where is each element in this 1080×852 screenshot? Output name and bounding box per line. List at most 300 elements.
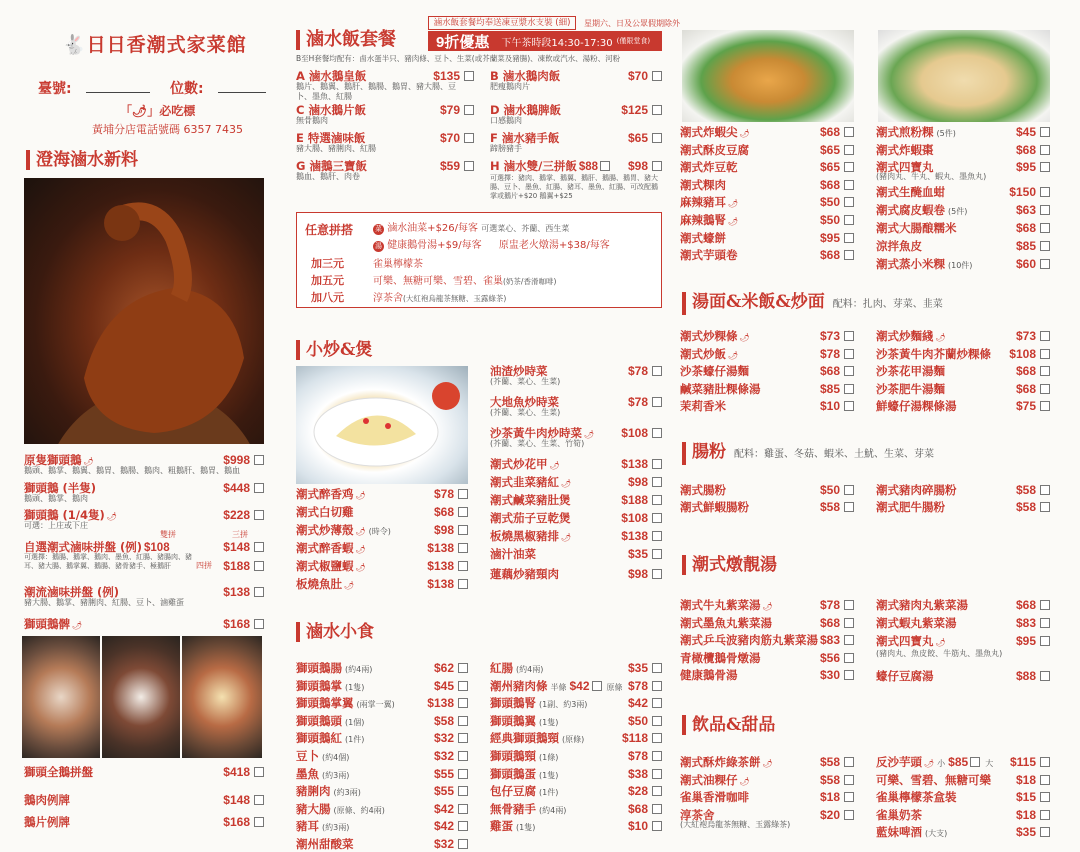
menu-item[interactable] (876, 597, 1050, 613)
menu-item-checkbox-double[interactable] (600, 161, 610, 171)
menu-item[interactable] (296, 783, 468, 801)
menu-item-checkbox[interactable] (254, 510, 264, 520)
menu-item[interactable] (490, 783, 662, 801)
menu-item[interactable] (490, 456, 662, 474)
menu-item[interactable] (296, 504, 468, 520)
menu-item-checkbox[interactable] (1040, 401, 1050, 411)
menu-item-checkbox-alt[interactable] (592, 681, 602, 691)
menu-item-name: 潮式豬肉碎腸粉 (876, 483, 957, 497)
menu-item-checkbox[interactable] (458, 489, 468, 499)
menu-item-price: $18 (819, 790, 840, 805)
menu-item-checkbox[interactable] (844, 653, 854, 663)
menu-item[interactable] (296, 766, 468, 784)
menu-item-price: $98 (627, 475, 648, 489)
menu-item[interactable] (296, 522, 468, 540)
menu-item-name: B 滷水鵝肉飯 (490, 69, 561, 83)
menu-item-checkbox[interactable] (652, 366, 662, 376)
menu-item-name: 潮式大腸酿糯米 (876, 221, 957, 235)
menu-item-checkbox[interactable] (652, 663, 662, 673)
menu-item[interactable] (24, 814, 264, 830)
menu-item[interactable] (680, 482, 854, 498)
menu-item-name: 獅頭鵝掌 (296, 678, 342, 693)
menu-item-checkbox[interactable] (844, 384, 854, 394)
menu-item-checkbox[interactable] (458, 698, 468, 708)
menu-item-name: 獅頭全鵝拼盤 (24, 765, 93, 779)
menu-item[interactable] (680, 230, 854, 246)
menu-item[interactable] (876, 220, 1050, 236)
menu-item-checkbox[interactable] (844, 502, 854, 512)
triple-tag: 三拼 (232, 530, 248, 539)
chili-icon: 🌶 (355, 563, 366, 572)
menu-item[interactable] (876, 346, 1050, 362)
combo-badge-2: 湯 (375, 242, 382, 250)
menu-item-name: 獅頭鵝髀 (24, 617, 70, 631)
chili-icon: 🌶 (739, 776, 750, 786)
menu-item-checkbox[interactable] (1040, 827, 1050, 837)
menu-item-checkbox[interactable] (652, 733, 662, 743)
menu-item-checkbox[interactable] (652, 769, 662, 779)
menu-item[interactable] (680, 398, 854, 414)
menu-item-name: 獅頭鵝 (1/4隻) (24, 508, 105, 522)
menu-item-price: $85 (1015, 239, 1036, 253)
menu-item[interactable] (490, 695, 662, 713)
menu-item-detail: 豬大腸、豬脷肉、紅腸 (296, 144, 376, 153)
menu-item-checkbox[interactable] (652, 397, 662, 407)
menu-item[interactable] (876, 772, 1050, 788)
branch-phone: 黃埔分店電話號碼 6357 7435 (92, 123, 243, 136)
menu-item-checkbox[interactable] (458, 839, 468, 849)
menu-item-checkbox[interactable] (464, 105, 474, 115)
menu-item-checkbox[interactable] (1040, 241, 1050, 251)
menu-item[interactable] (24, 616, 264, 634)
menu-item-checkbox[interactable] (1040, 636, 1050, 646)
menu-item[interactable] (876, 482, 1050, 498)
menu-item[interactable] (876, 256, 1050, 274)
menu-item-checkbox[interactable] (458, 769, 468, 779)
menu-item[interactable] (490, 510, 662, 526)
menu-item-price: $75 (1015, 399, 1036, 413)
menu-item-checkbox[interactable] (844, 775, 854, 785)
menu-item-detail: (芥蘭、菜心、生菜、竹筍) (490, 439, 585, 448)
menu-item[interactable] (680, 212, 854, 230)
seats-field[interactable] (218, 92, 266, 93)
menu-item[interactable] (876, 754, 1050, 772)
menu-item-price: $148 (223, 793, 250, 807)
menu-item[interactable] (680, 328, 854, 346)
menu-item-checkbox[interactable] (1040, 384, 1050, 394)
menu-item-checkbox[interactable] (254, 455, 264, 465)
menu-item-price: $138 (427, 541, 454, 555)
menu-item-name: 雀巢香滑咖啡 (680, 790, 749, 805)
menu-item-price: $150 (1009, 185, 1036, 199)
menu-item-name: 豬大腸 (296, 801, 331, 816)
menu-item-note: (原條、約4兩) (333, 805, 385, 815)
menu-item-checkbox[interactable] (844, 145, 854, 155)
add8-item: 淳茶舍(大紅袍烏龍茶無糖、玉露綠茶) (373, 293, 507, 304)
menu-item[interactable] (296, 576, 468, 594)
brand-logo: 🐇日日香潮式家菜館 (62, 34, 247, 56)
menu-item-note: (10件) (948, 261, 973, 270)
menu-item-checkbox[interactable] (458, 525, 468, 535)
menu-item-name: 潮式油粿仔 (680, 772, 738, 787)
menu-item-price: $115 (1009, 755, 1036, 769)
menu-item-name: 板燒魚肚 (296, 577, 342, 591)
menu-item-checkbox[interactable] (1040, 502, 1050, 512)
menu-item[interactable] (490, 801, 662, 819)
menu-item-note: 小 (937, 759, 946, 768)
menu-item-checkbox[interactable] (844, 127, 854, 137)
menu-item[interactable] (876, 789, 1050, 805)
menu-item-name: 潮式蠔餅 (680, 230, 726, 245)
menu-item[interactable] (490, 818, 662, 836)
menu-item-checkbox[interactable] (1040, 618, 1050, 628)
menu-item-checkbox[interactable] (1040, 205, 1050, 215)
menu-item-checkbox[interactable] (652, 716, 662, 726)
menu-item-checkbox[interactable] (254, 795, 264, 805)
menu-item-name: 蠔仔豆腐湯 (876, 669, 934, 683)
menu-item[interactable] (296, 486, 468, 504)
menu-item[interactable] (876, 124, 1050, 142)
menu-item-checkbox[interactable] (254, 561, 264, 571)
menu-item-checkbox[interactable] (844, 197, 854, 207)
menu-item-price: $63 (1015, 203, 1036, 217)
menu-item[interactable] (490, 766, 662, 784)
menu-item-checkbox[interactable] (844, 618, 854, 628)
menu-item[interactable] (296, 748, 468, 766)
menu-item[interactable] (296, 801, 468, 819)
menu-item-price: $79 (439, 103, 460, 117)
menu-item-checkbox[interactable] (254, 767, 264, 777)
menu-item-checkbox[interactable] (844, 600, 854, 610)
menu-item[interactable] (876, 238, 1050, 254)
menu-item[interactable] (680, 142, 854, 158)
menu-item-checkbox[interactable] (458, 561, 468, 571)
menu-item-checkbox[interactable] (254, 542, 264, 552)
menu-item-checkbox[interactable] (652, 495, 662, 505)
menu-item-checkbox[interactable] (844, 233, 854, 243)
menu-item-price: $65 (819, 160, 840, 175)
menu-item[interactable] (876, 807, 1050, 823)
menu-item-checkbox-alt[interactable] (970, 757, 980, 767)
menu-item[interactable] (296, 558, 468, 576)
menu-item[interactable] (680, 499, 854, 515)
must-eat-legend: 「🌶」必吃標 (120, 104, 196, 118)
menu-item-checkbox[interactable] (458, 821, 468, 831)
menu-item-checkbox[interactable] (652, 161, 662, 171)
section-title-noodle: 湯面&米飯&炒面 配料：扎肉、芽菜、韭菜 (682, 292, 943, 315)
menu-item-checkbox[interactable] (1040, 331, 1050, 341)
menu-item[interactable] (680, 194, 854, 212)
menu-item[interactable] (296, 695, 468, 713)
menu-item-checkbox[interactable] (458, 507, 468, 517)
menu-item-checkbox[interactable] (652, 681, 662, 691)
menu-item-checkbox[interactable] (1040, 671, 1050, 681)
menu-item-checkbox[interactable] (652, 531, 662, 541)
menu-item[interactable] (490, 713, 662, 731)
menu-item-checkbox[interactable] (1040, 600, 1050, 610)
menu-item-checkbox[interactable] (652, 698, 662, 708)
menu-item[interactable] (680, 363, 854, 379)
menu-item-checkbox[interactable] (464, 161, 474, 171)
menu-item[interactable] (876, 824, 1050, 842)
menu-item-checkbox[interactable] (844, 401, 854, 411)
menu-item-checkbox[interactable] (1040, 127, 1050, 137)
menu-item-detail: 鵝血、鵝肝、肉卷 (296, 172, 360, 181)
menu-item-price: $125 (621, 103, 648, 117)
menu-item-checkbox[interactable] (458, 579, 468, 589)
menu-item[interactable] (296, 836, 468, 852)
menu-item-checkbox[interactable] (458, 733, 468, 743)
menu-item-checkbox[interactable] (1040, 162, 1050, 172)
menu-item[interactable] (680, 124, 854, 142)
menu-item-checkbox[interactable] (1040, 792, 1050, 802)
menu-item-name: 茉莉香米 (680, 399, 726, 413)
menu-item-checkbox[interactable] (458, 681, 468, 691)
menu-item[interactable] (490, 660, 662, 678)
menu-item[interactable] (876, 668, 1050, 684)
menu-item-price: $95 (1015, 160, 1036, 174)
menu-item-note: 半條 (550, 682, 567, 692)
menu-item-price: $78 (819, 346, 840, 361)
menu-item-checkbox[interactable] (844, 331, 854, 341)
menu-item-checkbox[interactable] (652, 804, 662, 814)
menu-item-checkbox[interactable] (844, 366, 854, 376)
chili-icon: 🌶 (728, 199, 739, 209)
menu-item[interactable] (876, 202, 1050, 220)
menu-item-name: 潮流滷味拼盤 (例) (24, 585, 120, 599)
menu-item[interactable] (490, 546, 662, 562)
menu-item[interactable] (680, 247, 854, 263)
menu-item-price: $68 (1015, 381, 1036, 396)
menu-item-checkbox[interactable] (1040, 775, 1050, 785)
menu-item-note: (約4個) (322, 753, 350, 762)
menu-item-checkbox[interactable] (844, 485, 854, 495)
menu-item-price: $68 (819, 364, 840, 378)
menu-item[interactable] (296, 730, 468, 748)
menu-item-note: (1副、約3兩) (539, 700, 588, 710)
menu-item-checkbox[interactable] (844, 250, 854, 260)
menu-item-checkbox[interactable] (844, 792, 854, 802)
menu-item[interactable] (490, 566, 662, 582)
menu-item[interactable] (876, 184, 1050, 200)
menu-item[interactable] (490, 730, 662, 748)
menu-item-checkbox[interactable] (458, 543, 468, 553)
menu-item-price: $35 (1015, 825, 1036, 840)
menu-item[interactable] (680, 754, 854, 772)
table-field[interactable] (86, 92, 150, 93)
menu-item-name: 雀巢奶茶 (876, 807, 922, 822)
menu-item-checkbox[interactable] (652, 513, 662, 523)
menu-item-checkbox[interactable] (464, 71, 474, 81)
add5-item: 可樂、無糖可樂、雪碧、雀巢(奶茶/香滑咖啡) (373, 276, 557, 287)
menu-item-price: $50 (819, 483, 840, 497)
menu-item-checkbox[interactable] (1040, 145, 1050, 155)
menu-item-name: 潮式炸蝦棗 (876, 143, 934, 157)
menu-item-checkbox[interactable] (844, 635, 854, 645)
menu-item-checkbox[interactable] (652, 569, 662, 579)
menu-item-price-double: $88 (578, 161, 599, 173)
menu-item-checkbox[interactable] (844, 180, 854, 190)
menu-item-checkbox[interactable] (844, 757, 854, 767)
menu-item[interactable] (490, 678, 662, 696)
menu-item-name: F 滷水豬手飯 (490, 131, 560, 145)
menu-item-checkbox[interactable] (844, 349, 854, 359)
menu-item[interactable] (680, 615, 854, 631)
menu-item-checkbox[interactable] (1040, 366, 1050, 376)
menu-item-detail: 豬大腸、鵝掌、豬脷肉、紅腸、豆卜、滷雞蛋 (24, 598, 184, 607)
menu-item-name: 潮式煎粉粿 (876, 125, 934, 139)
menu-item-name: 青橄欖鵝骨燉湯 (680, 650, 761, 665)
menu-item-note: (原條) (562, 735, 585, 745)
menu-item-name: G 滷鵝三寶飯 (296, 159, 367, 173)
menu-item[interactable] (680, 159, 854, 175)
menu-item[interactable] (296, 713, 468, 731)
menu-item-checkbox[interactable] (1040, 485, 1050, 495)
menu-item-checkbox[interactable] (458, 804, 468, 814)
menu-item[interactable] (24, 764, 264, 780)
menu-item[interactable] (876, 328, 1050, 346)
table-label: 臺號: (38, 81, 72, 97)
chili-icon: 🌶 (762, 759, 773, 768)
menu-item[interactable] (490, 158, 662, 175)
menu-item-note: (大支) (925, 829, 948, 839)
menu-item[interactable] (680, 632, 854, 648)
chili-icon: 🌶 (739, 129, 750, 138)
menu-item[interactable] (296, 540, 468, 558)
menu-item-price: $68 (819, 177, 840, 192)
menu-item[interactable] (296, 818, 468, 836)
menu-item-price: $73 (1015, 329, 1036, 343)
menu-item-price: $138 (621, 529, 648, 543)
menu-item[interactable] (876, 398, 1050, 414)
menu-item[interactable] (680, 346, 854, 364)
menu-item[interactable] (680, 650, 854, 666)
add3-label: 加三元 (311, 257, 344, 270)
menu-item-checkbox[interactable] (652, 821, 662, 831)
menu-item-checkbox[interactable] (1040, 810, 1050, 820)
menu-item[interactable] (680, 772, 854, 790)
menu-item[interactable] (490, 528, 662, 546)
menu-item-name: 潮式炒粿條 (680, 329, 738, 343)
menu-item-name: 麻辣鵝腎 (680, 213, 726, 227)
menu-item[interactable] (680, 597, 854, 615)
menu-item[interactable] (876, 381, 1050, 397)
menu-item-name: 潮式蒸小米粿 (876, 257, 945, 271)
menu-item-checkbox[interactable] (254, 619, 264, 629)
menu-item-name: 潮式粿肉 (680, 177, 726, 192)
menu-item-name: 可樂、雪碧、無糖可樂 (876, 772, 991, 787)
menu-item-checkbox[interactable] (464, 133, 474, 143)
menu-item-name: 獅頭鵝翼 (490, 713, 536, 728)
menu-item-checkbox[interactable] (652, 105, 662, 115)
must-eat-icon: 「🌶」 (120, 104, 160, 118)
menu-item-checkbox[interactable] (458, 751, 468, 761)
menu-item-price: $50 (819, 195, 840, 210)
menu-item-name: 潮式蝦丸紫菜湯 (876, 616, 957, 630)
menu-item-checkbox[interactable] (458, 716, 468, 726)
menu-item-checkbox[interactable] (1040, 757, 1050, 767)
chili-icon: 🌶 (561, 533, 572, 542)
menu-item-name: 潮式鹹菜豬肚煲 (490, 493, 571, 507)
menu-item-checkbox[interactable] (652, 786, 662, 796)
menu-item-name: 無骨豬手 (490, 801, 536, 816)
menu-item-checkbox[interactable] (652, 751, 662, 761)
menu-item-checkbox[interactable] (458, 786, 468, 796)
menu-item-price-alt: $85 (948, 755, 969, 769)
menu-item-checkbox[interactable] (652, 459, 662, 469)
menu-item-name: 紅腸 (490, 661, 513, 675)
menu-item-name: 獅頭鵝紅 (296, 731, 342, 746)
menu-item-checkbox[interactable] (844, 215, 854, 225)
menu-item-name: 潮式生醃血蚶 (876, 185, 945, 199)
chili-icon: 🌶 (584, 430, 595, 439)
menu-item-price-single: $108 (144, 542, 170, 554)
menu-item[interactable] (680, 667, 854, 683)
menu-item-checkbox[interactable] (844, 670, 854, 680)
menu-item[interactable] (876, 142, 1050, 158)
menu-item-name: 大地魚炒時菜 (490, 395, 559, 409)
menu-item-name: 潮式酥炸綠茶餅 (680, 755, 761, 769)
menu-item[interactable] (876, 615, 1050, 631)
menu-item-checkbox[interactable] (254, 817, 264, 827)
menu-item-checkbox[interactable] (652, 428, 662, 438)
menu-item[interactable] (296, 660, 468, 678)
menu-item-price: $83 (819, 633, 840, 648)
menu-item-price: $58 (1015, 500, 1036, 514)
menu-item[interactable] (680, 789, 854, 805)
menu-item-name: 潮式芋頭卷 (680, 248, 738, 263)
fried-kueh-photo (878, 30, 1050, 122)
menu-item[interactable] (296, 678, 468, 696)
section-title-stirfry: 小炒&煲 (296, 340, 372, 360)
menu-item[interactable] (876, 499, 1050, 515)
menu-item-checkbox[interactable] (1040, 349, 1050, 359)
menu-item-checkbox[interactable] (1040, 187, 1050, 197)
menu-item-note: (5件) (936, 129, 956, 138)
chili-icon: 🌶 (83, 457, 94, 466)
menu-item-name: 潮式醉香蝦 (296, 541, 354, 555)
menu-item-detail: (芥蘭、菜心、生菜) (490, 408, 561, 417)
menu-item-checkbox[interactable] (254, 483, 264, 493)
menu-item[interactable] (876, 363, 1050, 379)
menu-item-checkbox[interactable] (652, 133, 662, 143)
menu-item-checkbox[interactable] (844, 810, 854, 820)
menu-item-checkbox[interactable] (1040, 259, 1050, 269)
menu-item-name: C 滷水鵝片飯 (296, 103, 366, 117)
menu-item[interactable] (680, 381, 854, 397)
roast-goose-illustration (24, 178, 264, 444)
menu-item[interactable] (490, 492, 662, 508)
menu-item-checkbox[interactable] (254, 587, 264, 597)
menu-item[interactable] (490, 748, 662, 766)
menu-item-note: (約4兩) (345, 665, 373, 674)
menu-item-checkbox[interactable] (458, 663, 468, 673)
menu-item[interactable] (680, 177, 854, 193)
menu-item-checkbox[interactable] (652, 477, 662, 487)
menu-item-name: 潮州甜酸菜 (296, 837, 354, 851)
menu-item-checkbox[interactable] (844, 162, 854, 172)
chili-icon: 🌶 (728, 217, 739, 226)
menu-item[interactable] (490, 474, 662, 492)
menu-item-price: $35 (627, 547, 648, 561)
menu-item[interactable] (24, 792, 264, 808)
menu-item-checkbox[interactable] (652, 71, 662, 81)
menu-item-checkbox[interactable] (652, 549, 662, 559)
menu-item-name: 原隻獅頭鵝 (24, 453, 82, 467)
menu-item-checkbox[interactable] (1040, 223, 1050, 233)
menu-item-price-quad: $188 (223, 559, 250, 573)
chili-icon: 🌶 (344, 581, 355, 590)
